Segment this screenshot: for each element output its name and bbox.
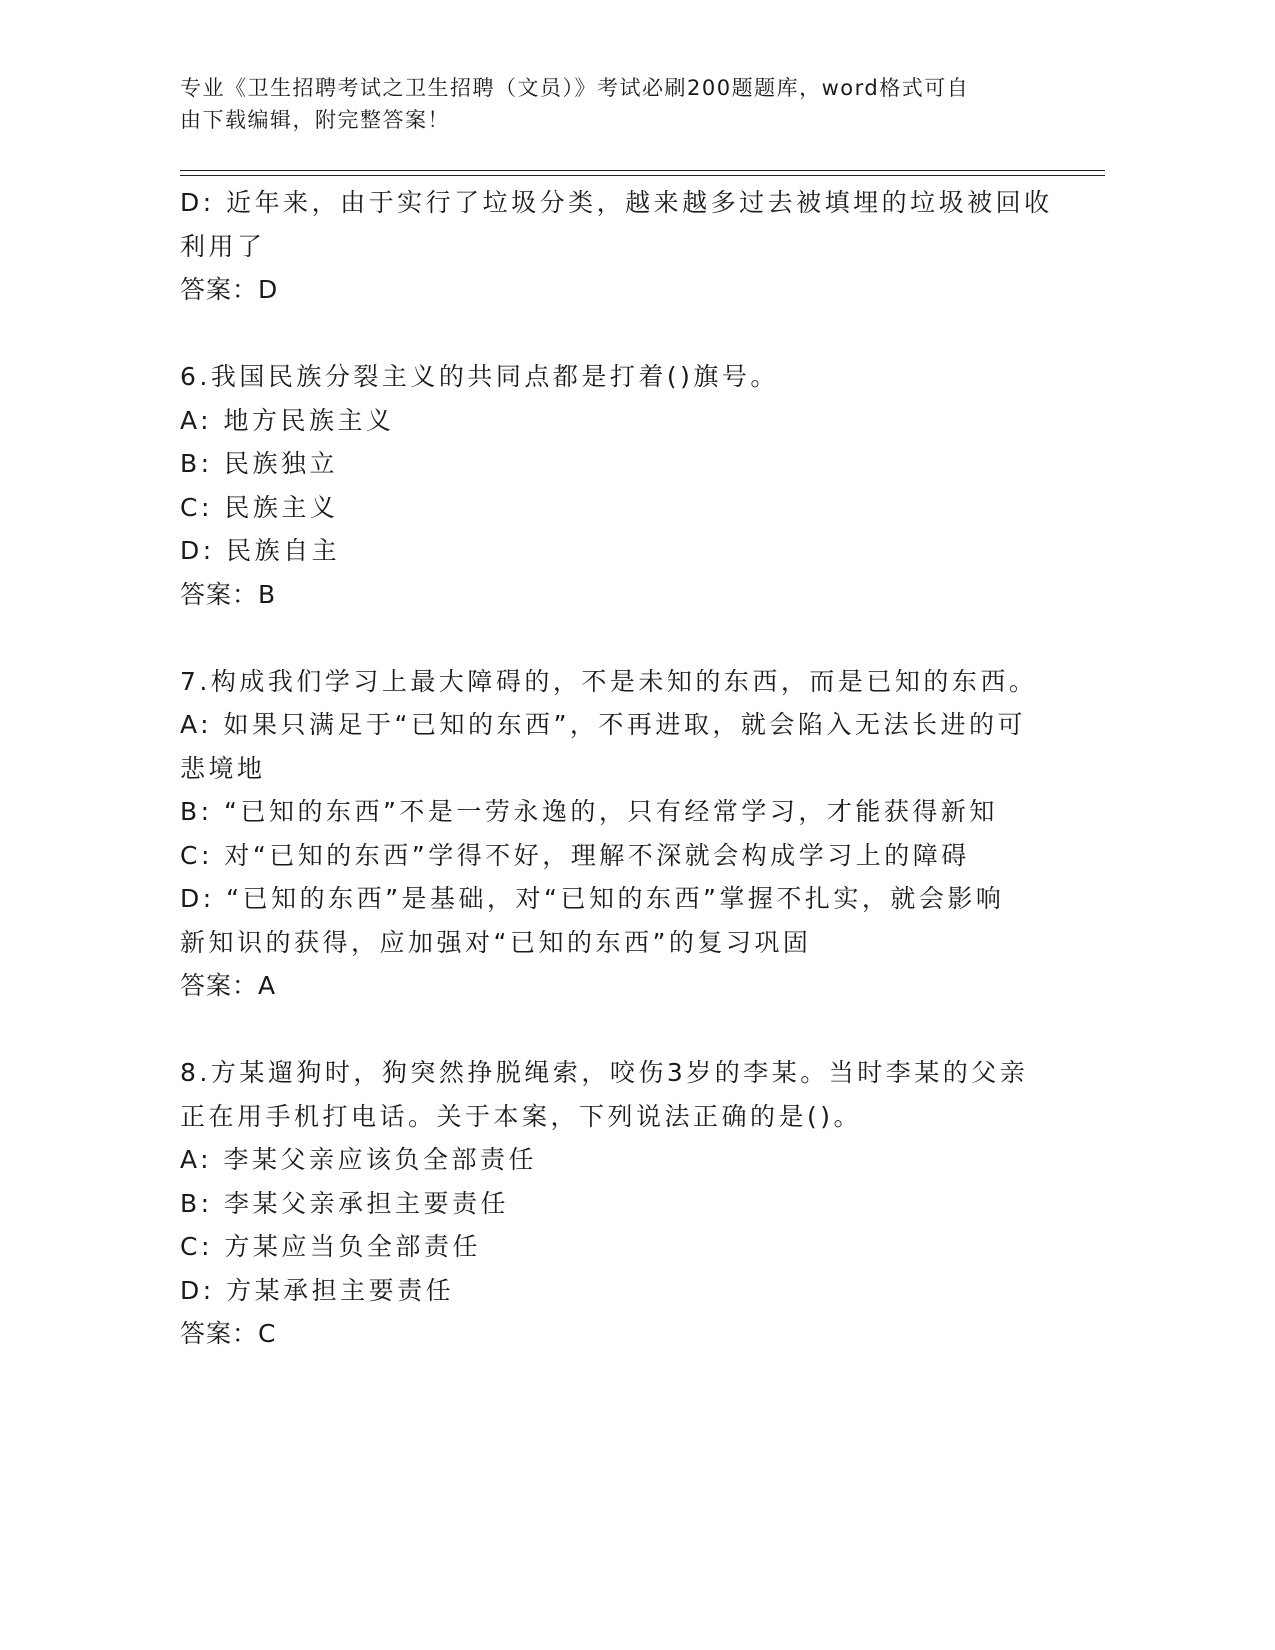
question-6 — [180, 355, 1030, 616]
q8-question-line-1: 8.方某遛狗时，狗突然挣脱绳索，咬伤3岁的李某。当时李某的父亲 — [180, 1058, 1029, 1087]
q7-question: 7.构成我们学习上最大障碍的，不是未知的东西，而是已知的东西。 — [180, 666, 1038, 696]
q5-option-d-line-1: D: 近年来，由于实行了垃圾分类，越来越多过去被填埋的垃圾被回收 — [180, 188, 1053, 217]
q5-option-d-line-2: 利用了 — [180, 231, 266, 261]
q7-option-d-line-1: D: “已知的东西”是基础，对“已知的东西”掌握不扎实，就会影响 — [180, 884, 1005, 913]
spacer — [180, 312, 1030, 356]
q6-option-b: B: 民族独立 — [180, 449, 339, 478]
q8-answer: 答案：C — [180, 1319, 277, 1348]
question-list — [180, 181, 1053, 1356]
q8-option-a: A: 李某父亲应该负全部责任 — [180, 1145, 538, 1174]
header-divider-bottom — [180, 175, 1105, 176]
q6-question: 6.我国民族分裂主义的共同点都是打着()旗号。 — [180, 362, 779, 391]
spacer — [180, 1008, 1030, 1052]
q7-option-b: B: “已知的东西”不是一劳永逸的，只有经常学习，才能获得新知 — [180, 797, 998, 826]
q8-option-b: B: 李某父亲承担主要责任 — [180, 1188, 510, 1218]
q7-option-c: C: 对“已知的东西”学得不好，理解不深就会构成学习上的障碍 — [180, 840, 970, 870]
q5-answer: 答案：D — [180, 275, 279, 304]
header-divider-top — [180, 170, 1105, 171]
q8-option-d: D: 方某承担主要责任 — [180, 1275, 455, 1305]
q7-option-d-line-2: 新知识的获得，应加强对“已知的东西”的复习巩固 — [180, 927, 812, 957]
q8-option-c: C: 方某应当负全部责任 — [180, 1232, 481, 1261]
q6-option-d: D: 民族自主 — [180, 536, 341, 565]
q7-answer: 答案：A — [180, 971, 277, 1000]
q8-question-line-2: 正在用手机打电话。关于本案，下列说法正确的是()。 — [180, 1101, 863, 1131]
q7-option-a-line-1: A: 如果只满足于“已知的东西”，不再进取，就会陷入无法长进的可 — [180, 710, 1026, 739]
question-7 — [180, 660, 1038, 1008]
header-line-1: 专业《卫生招聘考试之卫生招聘（文员）》考试必刷200题题库，word格式可自 — [180, 76, 970, 100]
q6-answer: 答案：B — [180, 579, 277, 609]
document-header — [180, 72, 1040, 136]
question-5 — [180, 181, 1053, 312]
q6-option-c: C: 民族主义 — [180, 492, 339, 522]
header-line-2: 由下载编辑，附完整答案！ — [180, 108, 450, 132]
question-8 — [180, 1051, 1030, 1356]
q6-option-a: A: 地方民族主义 — [180, 405, 395, 435]
spacer — [180, 616, 1030, 660]
q7-option-a-line-2: 悲境地 — [180, 753, 266, 783]
